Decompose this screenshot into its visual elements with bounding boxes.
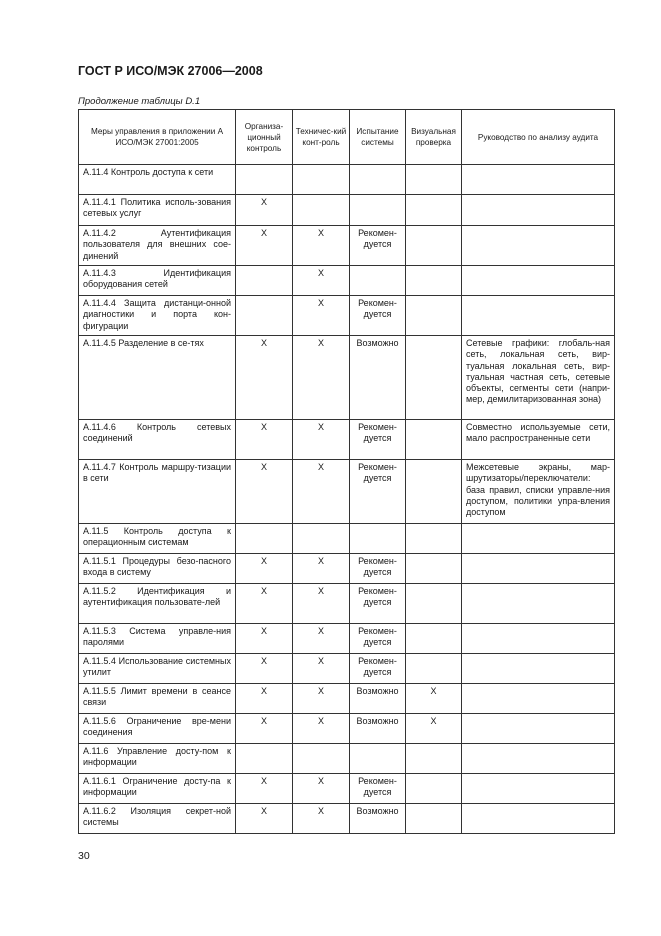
measure-cell: А.11.5.6 Ограничение вре-мени соединения xyxy=(79,714,236,744)
system-test-cell xyxy=(350,165,406,195)
measure-cell: А.11.6.1 Ограничение досту-па к информации xyxy=(79,774,236,804)
table-row xyxy=(79,165,615,195)
measure-cell: А.11.4.4 Защита дистанци-онной диагностики и порта кон-фигурации xyxy=(79,296,236,336)
measure-cell: А.11.5 Контроль доступа к операционным системам xyxy=(79,524,236,554)
audit-guide-cell xyxy=(462,714,615,744)
org-control-cell: X xyxy=(236,554,293,584)
system-test-cell: Возможно xyxy=(350,714,406,744)
measure-cell: А.11.4.1 Политика исполь-зования сетевых услуг xyxy=(79,195,236,226)
table-row xyxy=(79,624,615,654)
table-row xyxy=(79,195,615,226)
measure-cell: А.11.5.2 Идентификация и аутентификация пользовате-лей xyxy=(79,584,236,624)
tech-control-cell: X xyxy=(293,654,350,684)
system-test-cell xyxy=(350,524,406,554)
system-test-cell: Рекомен-дуется xyxy=(350,624,406,654)
table-row xyxy=(79,420,615,460)
audit-guide-cell xyxy=(462,684,615,714)
visual-check-cell: X xyxy=(406,714,462,744)
org-control-cell: X xyxy=(236,684,293,714)
visual-check-cell xyxy=(406,524,462,554)
tech-control-cell: X xyxy=(293,554,350,584)
system-test-cell xyxy=(350,266,406,296)
org-control-cell: X xyxy=(236,226,293,266)
visual-check-cell xyxy=(406,624,462,654)
audit-guide-cell xyxy=(462,624,615,654)
column-header-visual-check: Визуальная проверка xyxy=(406,110,462,165)
measure-cell: А.11.6.2 Изоляция секрет-ной системы xyxy=(79,804,236,834)
table-row xyxy=(79,460,615,524)
org-control-cell: X xyxy=(236,714,293,744)
visual-check-cell xyxy=(406,195,462,226)
table-row xyxy=(79,744,615,774)
tech-control-cell xyxy=(293,744,350,774)
visual-check-cell xyxy=(406,554,462,584)
visual-check-cell xyxy=(406,460,462,524)
org-control-cell: X xyxy=(236,654,293,684)
system-test-cell xyxy=(350,195,406,226)
audit-guide-cell xyxy=(462,296,615,336)
org-control-cell: X xyxy=(236,774,293,804)
visual-check-cell xyxy=(406,804,462,834)
tech-control-cell: X xyxy=(293,584,350,624)
visual-check-cell xyxy=(406,420,462,460)
audit-guide-cell xyxy=(462,266,615,296)
audit-guide-cell: Межсетевые экраны, мар-шрутизаторы/переключатели: база правил, списки управле-ния доступом, политики упра-вления доступом xyxy=(462,460,615,524)
audit-guide-cell xyxy=(462,804,615,834)
system-test-cell xyxy=(350,744,406,774)
table-row xyxy=(79,804,615,834)
audit-guide-cell xyxy=(462,584,615,624)
table-row xyxy=(79,584,615,624)
table-caption: Продолжение таблицы D.1 xyxy=(78,96,201,107)
tech-control-cell: X xyxy=(293,774,350,804)
system-test-cell: Рекомен-дуется xyxy=(350,554,406,584)
org-control-cell xyxy=(236,165,293,195)
system-test-cell: Рекомен-дуется xyxy=(350,420,406,460)
org-control-cell: X xyxy=(236,420,293,460)
page-number: 30 xyxy=(78,850,90,862)
tech-control-cell xyxy=(293,165,350,195)
table-row xyxy=(79,684,615,714)
visual-check-cell xyxy=(406,774,462,804)
tech-control-cell: X xyxy=(293,226,350,266)
table-row xyxy=(79,774,615,804)
controls-table xyxy=(78,109,615,834)
org-control-cell: X xyxy=(236,195,293,226)
org-control-cell: X xyxy=(236,584,293,624)
tech-control-cell: X xyxy=(293,420,350,460)
visual-check-cell xyxy=(406,266,462,296)
table-row xyxy=(79,296,615,336)
system-test-cell: Рекомен-дуется xyxy=(350,460,406,524)
org-control-cell xyxy=(236,266,293,296)
tech-control-cell: X xyxy=(293,624,350,654)
org-control-cell xyxy=(236,744,293,774)
tech-control-cell: X xyxy=(293,266,350,296)
table-row xyxy=(79,524,615,554)
table-row xyxy=(79,714,615,744)
tech-control-cell xyxy=(293,195,350,226)
visual-check-cell xyxy=(406,584,462,624)
audit-guide-cell: Совместно используемые сети, мало распространенные сети xyxy=(462,420,615,460)
audit-guide-cell xyxy=(462,744,615,774)
system-test-cell: Рекомен-дуется xyxy=(350,584,406,624)
measure-cell: А.11.5.5 Лимит времени в сеансе связи xyxy=(79,684,236,714)
measure-cell: А.11.4.5 Разделение в се-тях xyxy=(79,336,236,420)
audit-guide-cell xyxy=(462,524,615,554)
column-header-technical: Техничес-кий конт-роль xyxy=(293,110,350,165)
column-header-measures: Меры управления в приложении А ИСО/МЭК 27001:2005 xyxy=(79,110,236,165)
column-header-audit-guide: Руководство по анализу аудита xyxy=(462,110,615,165)
tech-control-cell xyxy=(293,524,350,554)
system-test-cell: Рекомен-дуется xyxy=(350,654,406,684)
system-test-cell: Возможно xyxy=(350,336,406,420)
system-test-cell: Рекомен-дуется xyxy=(350,296,406,336)
measure-cell: А.11.5.1 Процедуры безо-пасного входа в систему xyxy=(79,554,236,584)
visual-check-cell: X xyxy=(406,684,462,714)
org-control-cell xyxy=(236,524,293,554)
measure-cell: А.11.5.4 Использование системных утилит xyxy=(79,654,236,684)
table-header-row xyxy=(79,110,615,165)
table-row xyxy=(79,554,615,584)
visual-check-cell xyxy=(406,226,462,266)
table-row xyxy=(79,336,615,420)
audit-guide-cell xyxy=(462,774,615,804)
tech-control-cell: X xyxy=(293,684,350,714)
measure-cell: А.11.4.7 Контроль маршру-тизации в сети xyxy=(79,460,236,524)
tech-control-cell: X xyxy=(293,714,350,744)
org-control-cell: X xyxy=(236,804,293,834)
measure-cell: А.11.6 Управление досту-пом к информации xyxy=(79,744,236,774)
measure-cell: А.11.5.3 Система управле-ния паролями xyxy=(79,624,236,654)
tech-control-cell: X xyxy=(293,804,350,834)
audit-guide-cell xyxy=(462,554,615,584)
measure-cell: А.11.4 Контроль доступа к сети xyxy=(79,165,236,195)
system-test-cell: Рекомен-дуется xyxy=(350,774,406,804)
audit-guide-cell: Сетевые графики: глобаль-ная сеть, локальная сеть, вир-туальная локальная сеть, вир-туальная частная сеть, сетевые объекты, сегменты сети (напри-мер, демилитаризованная зона) xyxy=(462,336,615,420)
tech-control-cell: X xyxy=(293,336,350,420)
tech-control-cell: X xyxy=(293,296,350,336)
table-row xyxy=(79,266,615,296)
measure-cell: А.11.4.2 Аутентификация пользователя для внешних сое-динений xyxy=(79,226,236,266)
measure-cell: А.11.4.6 Контроль сетевых соединений xyxy=(79,420,236,460)
org-control-cell xyxy=(236,296,293,336)
document-title: ГОСТ Р ИСО/МЭК 27006—2008 xyxy=(78,64,263,78)
measure-cell: А.11.4.3 Идентификация оборудования сетей xyxy=(79,266,236,296)
column-header-system-test: Испытание системы xyxy=(350,110,406,165)
audit-guide-cell xyxy=(462,226,615,266)
tech-control-cell: X xyxy=(293,460,350,524)
system-test-cell: Рекомен-дуется xyxy=(350,226,406,266)
table-row xyxy=(79,654,615,684)
system-test-cell: Возможно xyxy=(350,684,406,714)
visual-check-cell xyxy=(406,336,462,420)
audit-guide-cell xyxy=(462,165,615,195)
visual-check-cell xyxy=(406,744,462,774)
table-row xyxy=(79,226,615,266)
audit-guide-cell xyxy=(462,654,615,684)
table-body xyxy=(79,165,615,834)
column-header-organizational: Организа-ционный контроль xyxy=(236,110,293,165)
visual-check-cell xyxy=(406,296,462,336)
visual-check-cell xyxy=(406,654,462,684)
visual-check-cell xyxy=(406,165,462,195)
org-control-cell: X xyxy=(236,624,293,654)
org-control-cell: X xyxy=(236,460,293,524)
audit-guide-cell xyxy=(462,195,615,226)
system-test-cell: Возможно xyxy=(350,804,406,834)
org-control-cell: X xyxy=(236,336,293,420)
